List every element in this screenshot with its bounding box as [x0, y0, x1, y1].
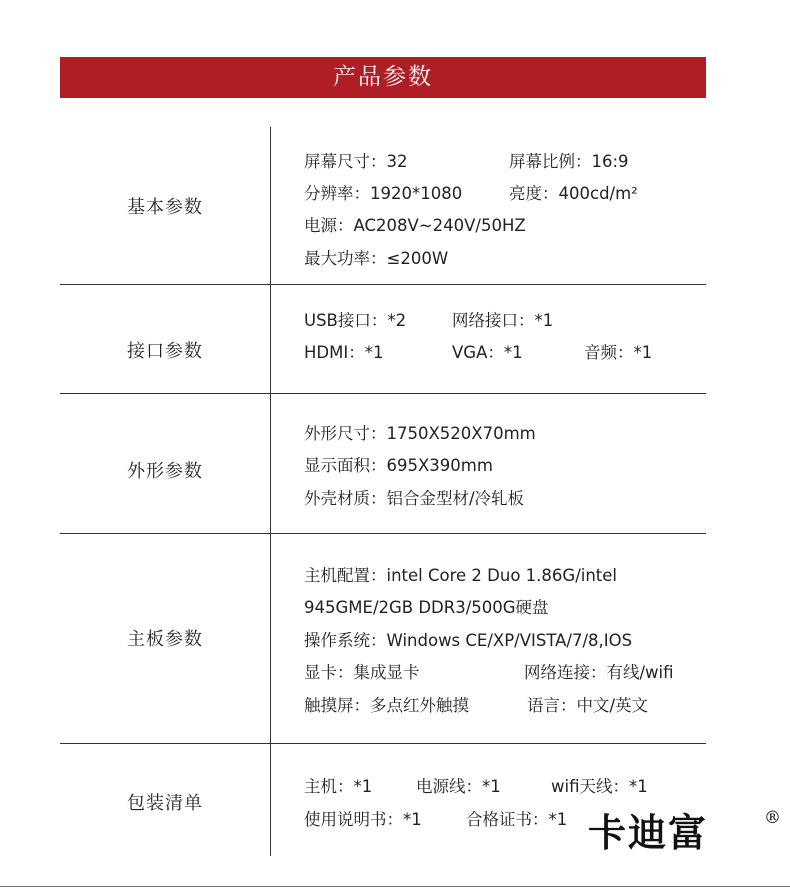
page-title: 产品参数	[60, 57, 706, 98]
spec-network-port: 网络接口：*1	[452, 311, 554, 330]
row-divider	[60, 743, 706, 744]
pack-host: 主机：*1	[304, 777, 373, 796]
registered-mark: ®	[764, 808, 781, 828]
bottom-rule	[0, 886, 790, 887]
spec-os: 操作系统：Windows CE/XP/VISTA/7/8,IOS	[304, 631, 633, 650]
spec-vga: VGA：*1	[452, 343, 523, 362]
section-label-mainboard: 主板参数	[127, 629, 203, 650]
section-label-packing-list: 包装清单	[127, 793, 203, 814]
pack-wifi-antenna: wifi天线：*1	[551, 777, 648, 796]
column-divider	[270, 127, 271, 856]
row-divider	[60, 533, 706, 534]
spec-max-power: 最大功率：≤200W	[304, 249, 449, 268]
pack-power-cord: 电源线：*1	[416, 777, 501, 796]
brand-logo: 卡迪富	[588, 810, 709, 855]
spec-housing-material: 外壳材质：铝合金型材/冷轧板	[304, 489, 525, 508]
spec-aspect-ratio: 屏幕比例：16:9	[509, 152, 629, 171]
spec-host-config: 主机配置：intel Core 2 Duo 1.86G/intel	[304, 566, 618, 585]
pack-certificate: 合格证书：*1	[466, 810, 568, 829]
row-divider	[60, 393, 706, 394]
spec-audio: 音频：*1	[584, 343, 653, 362]
spec-brightness: 亮度：400cd/m²	[509, 184, 638, 203]
spec-power-supply: 电源：AC208V~240V/50HZ	[304, 216, 526, 235]
pack-manual: 使用说明书：*1	[304, 810, 422, 829]
spec-resolution: 分辨率：1920*1080	[304, 184, 463, 203]
spec-host-config-cont: 945GME/2GB DDR3/500G硬盘	[304, 598, 549, 617]
spec-language: 语言：中文/英文	[527, 696, 649, 715]
spec-network-connection: 网络连接：有线/wifi	[524, 663, 674, 682]
spec-display-area: 显示面积：695X390mm	[304, 456, 493, 475]
spec-dimensions: 外形尺寸：1750X520X70mm	[304, 424, 536, 443]
section-label-interface: 接口参数	[127, 341, 203, 362]
spec-graphics: 显卡：集成显卡	[304, 663, 420, 682]
spec-usb: USB接口：*2	[304, 311, 407, 330]
spec-touchscreen: 触摸屏：多点红外触摸	[304, 696, 469, 715]
row-divider	[60, 284, 706, 285]
section-label-appearance: 外形参数	[127, 461, 203, 482]
spec-screen-size: 屏幕尺寸：32	[304, 152, 408, 171]
spec-hdmi: HDMI：*1	[304, 343, 384, 362]
section-label-basic: 基本参数	[127, 197, 203, 218]
